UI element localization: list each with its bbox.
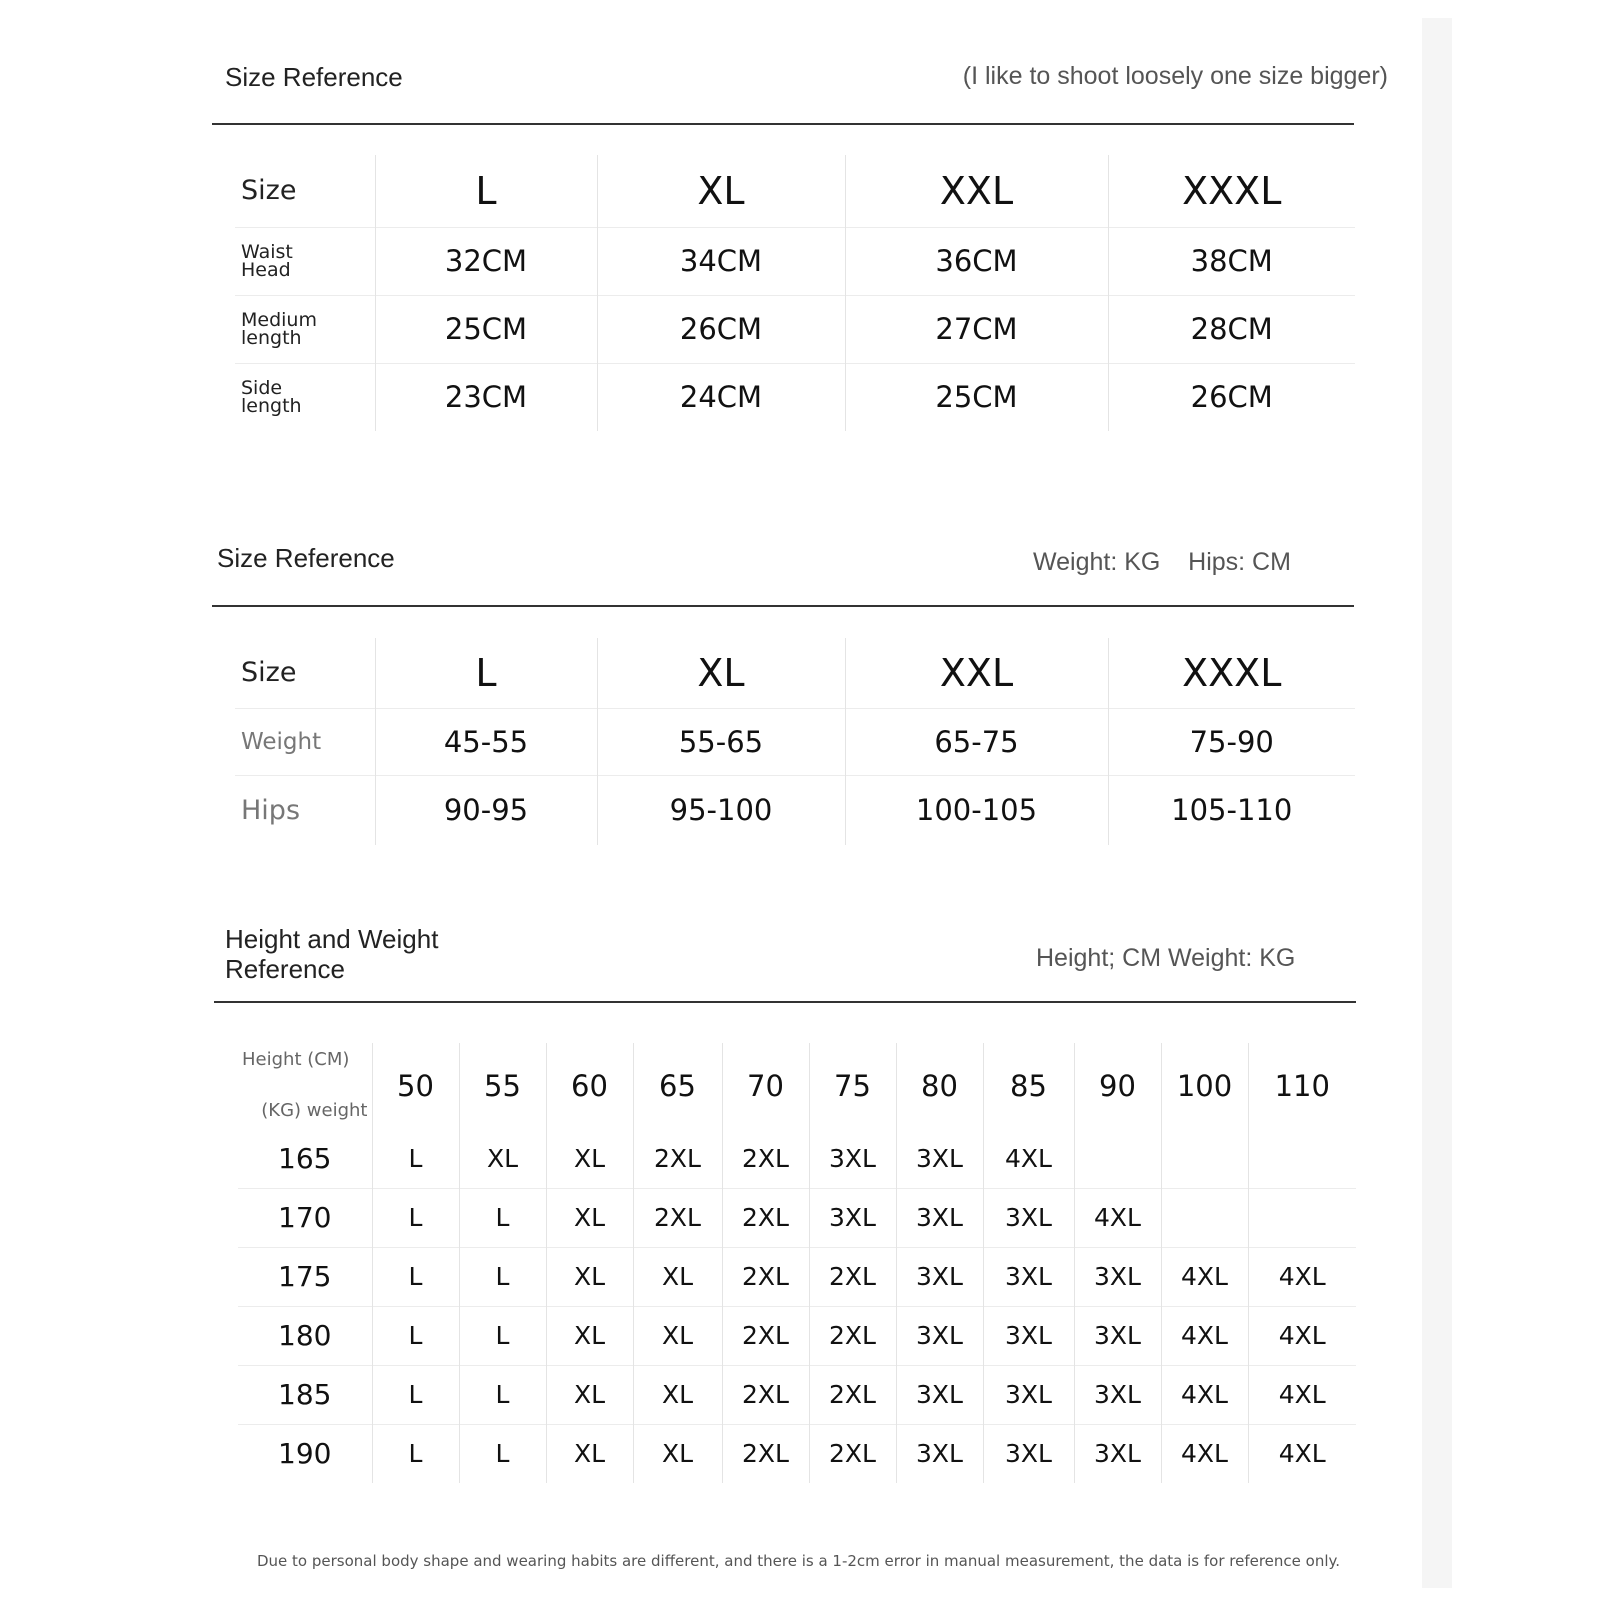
size-cell: XL [546, 1306, 633, 1365]
size-cell: 3XL [1074, 1365, 1161, 1424]
size-cell: XL [633, 1306, 722, 1365]
size-cell: 2XL [722, 1365, 809, 1424]
size-cell: 2XL [809, 1365, 896, 1424]
size-cell: 2XL [809, 1306, 896, 1365]
table-cell: 24CM [597, 363, 845, 431]
section2-divider [212, 605, 1354, 607]
table-cell: 38CM [1108, 227, 1355, 295]
size-cell [1248, 1129, 1356, 1188]
size-cell: 4XL [1161, 1247, 1248, 1306]
size-cell: 4XL [1161, 1365, 1248, 1424]
size-cell: L [459, 1247, 546, 1306]
size-cell: XL [633, 1247, 722, 1306]
table-cell: 32CM [375, 227, 597, 295]
right-edge-strip [1422, 18, 1452, 1588]
table-header-row [235, 638, 1355, 708]
table-cell: 23CM [375, 363, 597, 431]
table-cell: 25CM [375, 295, 597, 363]
size-cell: XL [546, 1247, 633, 1306]
row-label: Medium length [235, 295, 375, 363]
header-cell: XXXL [1108, 155, 1355, 227]
size-cell: 2XL [722, 1247, 809, 1306]
size-cell: 4XL [1248, 1306, 1356, 1365]
header-cell: XL [597, 638, 845, 708]
weight-header: 55 [459, 1043, 546, 1129]
size-cell: 3XL [983, 1424, 1074, 1483]
table-cell: 65-75 [845, 708, 1108, 775]
size-cell: L [372, 1424, 459, 1483]
row-label: Side length [235, 363, 375, 431]
table-row [238, 1365, 1356, 1424]
height-cell: 180 [238, 1306, 372, 1365]
size-cell: XL [459, 1129, 546, 1188]
section3-note: Height; CM Weight: KG [1036, 944, 1296, 972]
size-cell: 3XL [896, 1188, 983, 1247]
size-cell: 4XL [1074, 1188, 1161, 1247]
header-cell: XXL [845, 638, 1108, 708]
weight-header: 75 [809, 1043, 896, 1129]
header-cell: XXXL [1108, 638, 1355, 708]
weight-header: 70 [722, 1043, 809, 1129]
weight-header: 100 [1161, 1043, 1248, 1129]
table-cell: 26CM [1108, 363, 1355, 431]
section1-note: (I like to shoot loosely one size bigger) [962, 62, 1388, 90]
weight-hips-table [235, 638, 1355, 845]
table-cell: 34CM [597, 227, 845, 295]
table-cell: 55-65 [597, 708, 845, 775]
size-cell: 3XL [896, 1424, 983, 1483]
size-cell: XL [546, 1365, 633, 1424]
size-cell: XL [633, 1365, 722, 1424]
size-cell: L [372, 1365, 459, 1424]
size-cell: 4XL [1161, 1424, 1248, 1483]
table-cell: 25CM [845, 363, 1108, 431]
table-cell: 105-110 [1108, 775, 1355, 845]
table-header-row [238, 1043, 1356, 1129]
row-label: Weight [235, 708, 375, 775]
header-cell: XXL [845, 155, 1108, 227]
height-cell: 170 [238, 1188, 372, 1247]
size-cell: 3XL [1074, 1247, 1161, 1306]
section1-divider [212, 123, 1354, 125]
size-cell: 4XL [1248, 1365, 1356, 1424]
table-cell: 27CM [845, 295, 1108, 363]
size-cell: XL [546, 1188, 633, 1247]
size-cell: 2XL [722, 1188, 809, 1247]
size-cell: 3XL [983, 1188, 1074, 1247]
size-cell: 3XL [896, 1129, 983, 1188]
weight-header: 80 [896, 1043, 983, 1129]
header-cell: L [375, 638, 597, 708]
table-cell: 90-95 [375, 775, 597, 845]
size-cell: 3XL [809, 1188, 896, 1247]
table-row [238, 1247, 1356, 1306]
size-cell: 4XL [983, 1129, 1074, 1188]
size-cell: L [372, 1247, 459, 1306]
header-cell: XL [597, 155, 845, 227]
weight-header: 50 [372, 1043, 459, 1129]
table-row [235, 363, 1355, 431]
size-cell: 3XL [809, 1129, 896, 1188]
section1-title: Size Reference [225, 62, 403, 92]
size-cell: 4XL [1248, 1424, 1356, 1483]
header-cell: L [375, 155, 597, 227]
table-cell: 36CM [845, 227, 1108, 295]
height-cell: 175 [238, 1247, 372, 1306]
height-cell: 190 [238, 1424, 372, 1483]
weight-header: 90 [1074, 1043, 1161, 1129]
size-cell: 3XL [983, 1365, 1074, 1424]
size-cell [1161, 1188, 1248, 1247]
size-cell: 3XL [896, 1365, 983, 1424]
height-weight-body [238, 1129, 1356, 1483]
weight-header: 110 [1248, 1043, 1356, 1129]
size-cell: XL [546, 1129, 633, 1188]
size-cell: 3XL [1074, 1306, 1161, 1365]
size-cell: 2XL [633, 1129, 722, 1188]
corner-cell [238, 1043, 372, 1129]
table-row [238, 1306, 1356, 1365]
size-cell: 2XL [722, 1306, 809, 1365]
row-label: Hips [235, 775, 375, 845]
table-row [238, 1188, 1356, 1247]
size-cell [1074, 1129, 1161, 1188]
size-cell [1161, 1129, 1248, 1188]
size-cell [1248, 1188, 1356, 1247]
size-cell: L [372, 1306, 459, 1365]
size-cell: 2XL [722, 1129, 809, 1188]
size-cell: L [372, 1129, 459, 1188]
table-cell: 26CM [597, 295, 845, 363]
weight-header: 60 [546, 1043, 633, 1129]
size-cell: 2XL [633, 1188, 722, 1247]
weight-header: 85 [983, 1043, 1074, 1129]
size-cell: 4XL [1161, 1306, 1248, 1365]
section2-note: Weight: KG Hips: CM [1033, 548, 1291, 576]
section3-divider [214, 1001, 1356, 1003]
height-weight-table [238, 1043, 1356, 1483]
size-cell: 3XL [896, 1306, 983, 1365]
table-cell: 100-105 [845, 775, 1108, 845]
size-cell: XL [546, 1424, 633, 1483]
size-cell: 3XL [1074, 1424, 1161, 1483]
size-cell: 3XL [896, 1247, 983, 1306]
table-row [238, 1129, 1356, 1188]
section3-title: Height and Weight Reference [225, 924, 439, 984]
size-cell: 3XL [983, 1306, 1074, 1365]
size-cell: 4XL [1248, 1247, 1356, 1306]
height-axis-label: Height (CM) [242, 1049, 350, 1070]
row-label: Waist Head [235, 227, 375, 295]
table-row [235, 227, 1355, 295]
table-header-row [235, 155, 1355, 227]
table-cell: 75-90 [1108, 708, 1355, 775]
size-cell: L [372, 1188, 459, 1247]
size-cell: L [459, 1306, 546, 1365]
measurement-table [235, 155, 1355, 431]
size-cell: L [459, 1188, 546, 1247]
table-row [235, 775, 1355, 845]
size-cell: 2XL [722, 1424, 809, 1483]
table-cell: 45-55 [375, 708, 597, 775]
table-row [238, 1424, 1356, 1483]
weight-header: 65 [633, 1043, 722, 1129]
height-cell: 185 [238, 1365, 372, 1424]
header-cell: Size [241, 657, 297, 689]
size-cell: L [459, 1365, 546, 1424]
table-cell: 95-100 [597, 775, 845, 845]
size-cell: 3XL [983, 1247, 1074, 1306]
footnote: Due to personal body shape and wearing habits are different, and there is a 1-2cm error in manual measurement, the data is for reference only. [257, 1552, 1341, 1570]
size-cell: L [459, 1424, 546, 1483]
table-cell: 28CM [1108, 295, 1355, 363]
size-cell: XL [633, 1424, 722, 1483]
height-cell: 165 [278, 1141, 332, 1175]
table-row [235, 295, 1355, 363]
section2-title: Size Reference [217, 543, 395, 573]
size-cell: 2XL [809, 1247, 896, 1306]
size-cell: 2XL [809, 1424, 896, 1483]
weight-axis-label: (KG) weight [261, 1100, 368, 1121]
header-cell: Size [241, 175, 297, 207]
table-row [235, 708, 1355, 775]
